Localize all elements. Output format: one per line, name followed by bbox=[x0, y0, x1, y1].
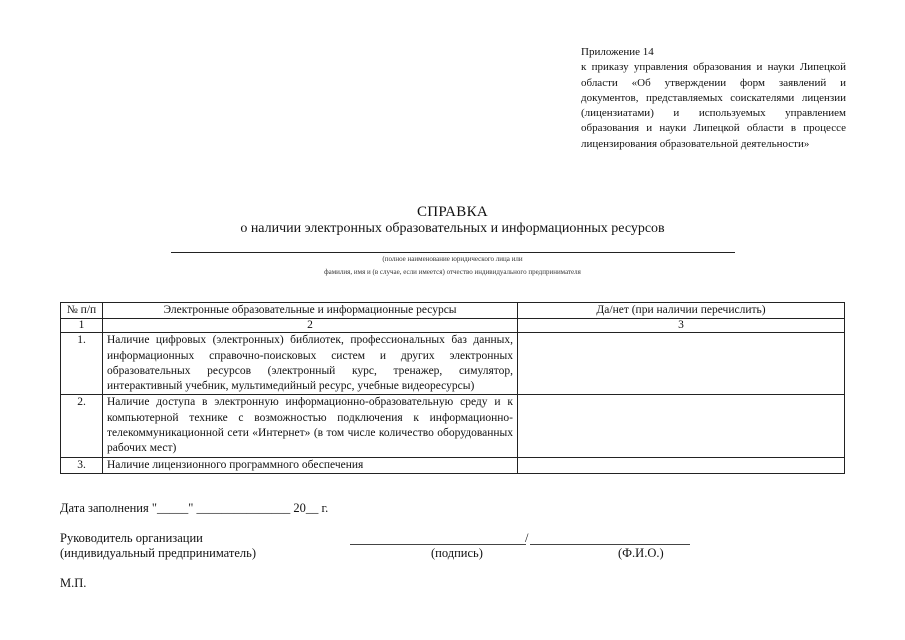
row-description: Наличие лицензионного программного обеспечения bbox=[103, 457, 518, 473]
signature-line[interactable] bbox=[350, 544, 526, 545]
row-number: 3. bbox=[61, 457, 103, 473]
document-title: СПРАВКА bbox=[416, 204, 489, 220]
row-answer-cell[interactable] bbox=[518, 395, 845, 457]
column-number: 3 bbox=[518, 319, 845, 333]
entrepreneur-caption: фамилия, имя и (в случае, если имеется) отчество индивидуального предпринимателя bbox=[324, 268, 581, 276]
column-number: 2 bbox=[103, 319, 518, 333]
resources-table bbox=[60, 302, 845, 474]
row-number: 2. bbox=[61, 395, 103, 457]
stamp-placeholder: М.П. bbox=[60, 576, 87, 590]
column-number-row bbox=[61, 319, 845, 333]
table-header-row bbox=[61, 303, 845, 319]
full-name-line[interactable] bbox=[530, 544, 690, 545]
table-row bbox=[61, 333, 845, 395]
appendix-title: Приложение 14 bbox=[581, 46, 654, 58]
signature-label: (подпись) bbox=[431, 546, 483, 560]
table-row bbox=[61, 457, 845, 473]
header-answer: Да/нет (при наличии перечислить) bbox=[518, 303, 845, 319]
appendix-note bbox=[581, 45, 846, 152]
head-label: Руководитель организации bbox=[60, 531, 203, 545]
fill-date-line: Дата заполнения "_____" _______________ 20__ г. bbox=[60, 501, 329, 515]
row-description: Наличие доступа в электронную информационно-образовательную среду и к компьютерной технике с возможностью подключения к информационно-телекоммуникационной сети «Интернет» (в том числе количество оборудованных рабочих мест) bbox=[103, 395, 518, 457]
header-resources: Электронные образовательные и информационные ресурсы bbox=[103, 303, 518, 319]
entrepreneur-label: (индивидуальный предприниматель) bbox=[60, 546, 256, 560]
document-subtitle: о наличии электронных образовательных и информационных ресурсов bbox=[240, 221, 665, 236]
signature-separator: / bbox=[525, 531, 529, 545]
row-number: 1. bbox=[61, 333, 103, 395]
appendix-body: к приказу управления образования и науки Липецкой области «Об утверждении форм заявлений и документов, представляемых соискателями лицензии (лицензиатами) и используемых управлением образования и науки Липецкой области в процессе лицензирования образовательной деятельности» bbox=[581, 61, 846, 150]
table-row bbox=[61, 395, 845, 457]
column-number: 1 bbox=[61, 319, 103, 333]
row-description: Наличие цифровых (электронных) библиотек, профессиональных баз данных, информационных справочно-поисковых систем и других электронных образовательных ресурсов (электронный курс, тренажер, симулятор, интерактивный учебник, мультимедийный ресурс, учебные видеоресурсы) bbox=[103, 333, 518, 395]
full-name-label: (Ф.И.О.) bbox=[618, 546, 664, 560]
organization-name-line bbox=[171, 252, 735, 253]
row-answer-cell[interactable] bbox=[518, 457, 845, 473]
row-answer-cell[interactable] bbox=[518, 333, 845, 395]
header-number: № п/п bbox=[61, 303, 103, 319]
organization-caption: (полное наименование юридического лица или bbox=[382, 255, 523, 263]
